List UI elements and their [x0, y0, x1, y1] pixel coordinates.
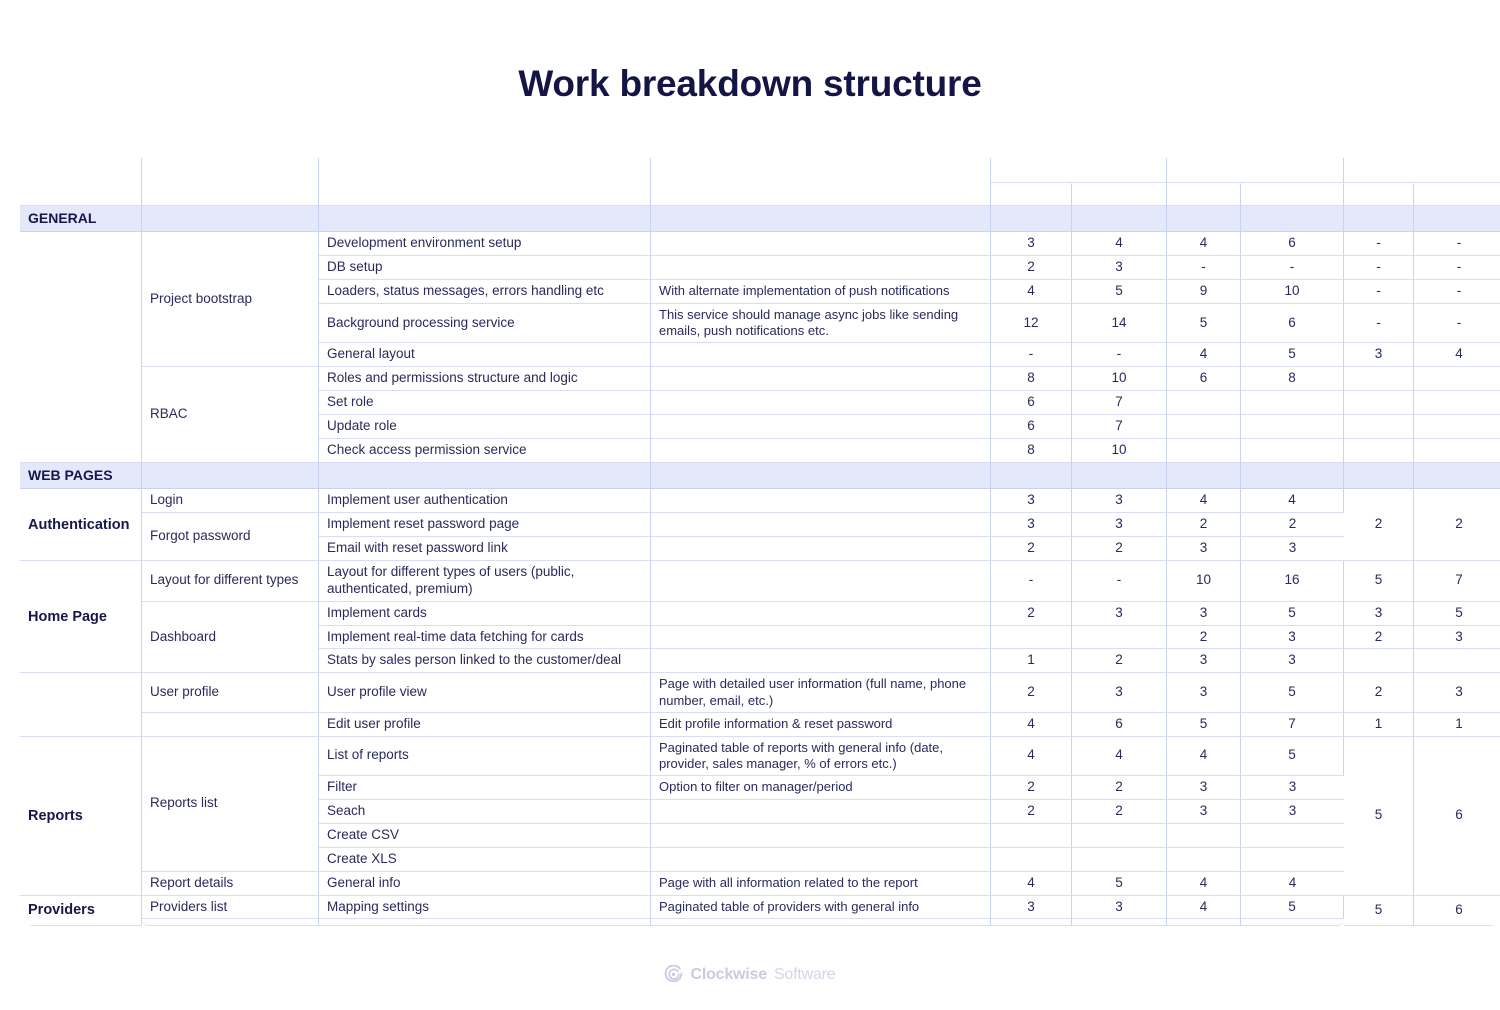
- table-row[interactable]: [20, 367, 1500, 391]
- clockwise-swirl-icon: [664, 965, 683, 984]
- frontend-realistic-cell: 3: [1167, 776, 1241, 800]
- section-cell: Home Page: [20, 561, 142, 673]
- section-band-filler: [1167, 463, 1241, 490]
- col-header-section: Section: [20, 158, 142, 206]
- task-cell: General info: [319, 872, 651, 896]
- comment-cell: [651, 919, 991, 926]
- col-header-frontend-realistic: Realistic h: [1167, 183, 1241, 206]
- frontend-realistic-cell: [1167, 391, 1241, 415]
- task-cell: Seach: [319, 800, 651, 824]
- frontend-realistic-cell: -: [1167, 256, 1241, 280]
- backend-realistic-cell: 1: [991, 649, 1072, 673]
- task-cell: Layout for different types of users (public, authenticated, premium): [319, 561, 651, 602]
- task-cell: Implement user authentication: [319, 489, 651, 513]
- frontend-realistic-cell: 4: [1167, 343, 1241, 367]
- section-band-label: WEB PAGES: [20, 463, 142, 490]
- comment-cell: Page with all information related to the report: [651, 872, 991, 896]
- frontend-realistic-cell: 3: [1167, 537, 1241, 561]
- frontend-realistic-cell: 3: [1167, 649, 1241, 673]
- backend-pessimistic-cell: 14: [1072, 304, 1167, 344]
- uiux-realistic-cell: -: [1344, 280, 1414, 304]
- backend-pessimistic-cell: -: [1072, 343, 1167, 367]
- frontend-pessimistic-cell: [1241, 439, 1344, 463]
- frontend-realistic-cell: [1167, 824, 1241, 848]
- task-cell: Update role: [319, 415, 651, 439]
- comment-cell: [651, 848, 991, 872]
- task-cell: Edit user profile: [319, 713, 651, 737]
- uiux-pessimistic-cell: 6: [1414, 896, 1500, 927]
- table-row[interactable]: [20, 489, 1500, 513]
- feature-cell: Layout for different types: [142, 561, 319, 602]
- frontend-pessimistic-cell: 6: [1241, 304, 1344, 344]
- backend-pessimistic-cell: 3: [1072, 896, 1167, 920]
- backend-realistic-cell: 3: [991, 513, 1072, 537]
- backend-pessimistic-cell: 7: [1072, 391, 1167, 415]
- backend-pessimistic-cell: 3: [1072, 513, 1167, 537]
- backend-pessimistic-cell: 2: [1072, 800, 1167, 824]
- uiux-pessimistic-cell: -: [1414, 280, 1500, 304]
- comment-cell: Option to filter on manager/period: [651, 776, 991, 800]
- col-header-backend-pessimistic: Pessimistic h: [1072, 183, 1167, 206]
- section-cell: Providers: [20, 896, 142, 927]
- backend-realistic-cell: 4: [991, 280, 1072, 304]
- frontend-pessimistic-cell: [1241, 848, 1344, 872]
- section-band-filler: [1241, 463, 1344, 490]
- section-band-filler: [1072, 206, 1167, 233]
- backend-realistic-cell: [991, 919, 1072, 926]
- task-cell: Background processing service: [319, 304, 651, 344]
- task-cell: Loaders, status messages, errors handling etc: [319, 280, 651, 304]
- backend-realistic-cell: 3: [991, 896, 1072, 920]
- frontend-realistic-cell: 10: [1167, 561, 1241, 602]
- frontend-pessimistic-cell: 3: [1241, 537, 1344, 561]
- feature-cell: Login: [142, 489, 319, 513]
- backend-realistic-cell: 4: [991, 737, 1072, 777]
- section-band-row: [20, 463, 1500, 490]
- backend-realistic-cell: [991, 848, 1072, 872]
- comment-cell: [651, 232, 991, 256]
- uiux-pessimistic-cell: 1: [1414, 713, 1500, 737]
- backend-pessimistic-cell: [1072, 626, 1167, 650]
- backend-pessimistic-cell: 3: [1072, 489, 1167, 513]
- frontend-realistic-cell: 4: [1167, 737, 1241, 777]
- frontend-pessimistic-cell: 2: [1241, 513, 1344, 537]
- uiux-realistic-cell: 2: [1344, 673, 1414, 713]
- uiux-pessimistic-cell: [1414, 439, 1500, 463]
- frontend-pessimistic-cell: 5: [1241, 343, 1344, 367]
- comment-cell: Edit profile information & reset password: [651, 713, 991, 737]
- uiux-realistic-cell: 2: [1344, 489, 1414, 561]
- section-band-filler: [319, 206, 651, 233]
- col-header-task: Task: [319, 158, 651, 206]
- task-cell: Stats by sales person linked to the customer/deal: [319, 649, 651, 673]
- table-row[interactable]: [20, 919, 1500, 926]
- backend-realistic-cell: [991, 824, 1072, 848]
- uiux-realistic-cell: -: [1344, 232, 1414, 256]
- uiux-pessimistic-cell: 3: [1414, 673, 1500, 713]
- col-header-feature: Feature: [142, 158, 319, 206]
- col-group-backend: Backend: [991, 158, 1167, 183]
- feature-cell: [142, 713, 319, 737]
- backend-pessimistic-cell: 10: [1072, 439, 1167, 463]
- feature-cell: Project bootstrap: [142, 232, 319, 367]
- comment-cell: [651, 824, 991, 848]
- header-row-main: [20, 158, 1500, 183]
- section-band-filler: [1241, 206, 1344, 233]
- backend-realistic-cell: 2: [991, 673, 1072, 713]
- uiux-pessimistic-cell: 2: [1414, 489, 1500, 561]
- section-band-filler: [651, 463, 991, 490]
- section-cell: Authentication: [20, 489, 142, 561]
- section-band-filler: [1072, 463, 1167, 490]
- comment-cell: [651, 489, 991, 513]
- backend-realistic-cell: 4: [991, 713, 1072, 737]
- table-row[interactable]: [20, 673, 1500, 713]
- table-row[interactable]: [20, 713, 1500, 737]
- frontend-realistic-cell: 4: [1167, 872, 1241, 896]
- frontend-realistic-cell: 2: [1167, 513, 1241, 537]
- uiux-realistic-cell: [1344, 649, 1414, 673]
- table-row[interactable]: [20, 232, 1500, 256]
- page-title: Work breakdown structure: [518, 63, 982, 104]
- backend-realistic-cell: 3: [991, 489, 1072, 513]
- backend-pessimistic-cell: 10: [1072, 367, 1167, 391]
- uiux-pessimistic-cell: [1414, 367, 1500, 391]
- uiux-pessimistic-cell: 5: [1414, 602, 1500, 626]
- task-cell: General layout: [319, 343, 651, 367]
- col-header-uiux-pessimistic: Pessimistic h: [1414, 183, 1500, 206]
- frontend-realistic-cell: 9: [1167, 280, 1241, 304]
- comment-cell: [651, 626, 991, 650]
- frontend-pessimistic-cell: 4: [1241, 872, 1344, 896]
- comment-cell: [651, 513, 991, 537]
- comment-cell: Paginated table of reports with general info (date, provider, sales manager, % of errors etc.): [651, 737, 991, 777]
- section-cell: [20, 673, 142, 736]
- backend-pessimistic-cell: [1072, 848, 1167, 872]
- footer-branding: [0, 965, 1500, 984]
- frontend-pessimistic-cell: -: [1241, 256, 1344, 280]
- section-band-row: [20, 206, 1500, 233]
- backend-pessimistic-cell: 2: [1072, 776, 1167, 800]
- frontend-realistic-cell: [1167, 848, 1241, 872]
- frontend-pessimistic-cell: 5: [1241, 896, 1344, 920]
- task-cell: User profile view: [319, 673, 651, 713]
- frontend-pessimistic-cell: 6: [1241, 232, 1344, 256]
- uiux-pessimistic-cell: -: [1414, 232, 1500, 256]
- feature-cell: [142, 919, 319, 926]
- backend-realistic-cell: 2: [991, 256, 1072, 280]
- table-row[interactable]: [20, 561, 1500, 602]
- task-cell: Implement reset password page: [319, 513, 651, 537]
- uiux-realistic-cell: 3: [1344, 343, 1414, 367]
- backend-realistic-cell: 12: [991, 304, 1072, 344]
- backend-realistic-cell: 6: [991, 415, 1072, 439]
- section-band-label: GENERAL: [20, 206, 142, 233]
- uiux-pessimistic-cell: -: [1414, 256, 1500, 280]
- frontend-pessimistic-cell: 7: [1241, 713, 1344, 737]
- uiux-realistic-cell: -: [1344, 256, 1414, 280]
- frontend-pessimistic-cell: 5: [1241, 673, 1344, 713]
- section-cell: [20, 232, 142, 463]
- comment-cell: [651, 415, 991, 439]
- comment-cell: [651, 343, 991, 367]
- backend-pessimistic-cell: [1072, 824, 1167, 848]
- uiux-pessimistic-cell: 6: [1414, 737, 1500, 896]
- task-cell: Email with reset password link: [319, 537, 651, 561]
- table-row[interactable]: [20, 513, 1500, 537]
- backend-realistic-cell: 4: [991, 872, 1072, 896]
- section-band-filler: [1414, 206, 1500, 233]
- uiux-realistic-cell: 3: [1344, 602, 1414, 626]
- task-cell: Check access permission service: [319, 439, 651, 463]
- feature-cell: Providers list: [142, 896, 319, 920]
- table-row[interactable]: [20, 602, 1500, 626]
- col-header-uiux-realistic: Realistic h: [1344, 183, 1414, 206]
- section-band-filler: [1344, 463, 1414, 490]
- feature-cell: Forgot password: [142, 513, 319, 561]
- comment-cell: [651, 602, 991, 626]
- backend-pessimistic-cell: 2: [1072, 537, 1167, 561]
- backend-realistic-cell: 2: [991, 602, 1072, 626]
- backend-pessimistic-cell: 4: [1072, 737, 1167, 777]
- uiux-realistic-cell: 5: [1344, 896, 1414, 927]
- backend-realistic-cell: 2: [991, 776, 1072, 800]
- frontend-pessimistic-cell: 10: [1241, 280, 1344, 304]
- task-cell: Create CSV: [319, 824, 651, 848]
- work-breakdown-table: [20, 158, 1500, 926]
- table-row[interactable]: [20, 872, 1500, 896]
- frontend-pessimistic-cell: 3: [1241, 776, 1344, 800]
- comment-cell: Paginated table of providers with general info: [651, 896, 991, 920]
- section-band-filler: [651, 206, 991, 233]
- frontend-realistic-cell: [1167, 439, 1241, 463]
- uiux-realistic-cell: -: [1344, 304, 1414, 344]
- frontend-realistic-cell: 3: [1167, 800, 1241, 824]
- frontend-pessimistic-cell: [1241, 415, 1344, 439]
- backend-pessimistic-cell: -: [1072, 561, 1167, 602]
- backend-pessimistic-cell: 2: [1072, 649, 1167, 673]
- frontend-pessimistic-cell: [1241, 824, 1344, 848]
- backend-pessimistic-cell: 5: [1072, 872, 1167, 896]
- frontend-realistic-cell: 4: [1167, 232, 1241, 256]
- uiux-realistic-cell: [1344, 391, 1414, 415]
- table-row[interactable]: [20, 896, 1500, 920]
- frontend-realistic-cell: 6: [1167, 367, 1241, 391]
- comment-cell: This service should manage async jobs like sending emails, push notifications etc.: [651, 304, 991, 344]
- frontend-pessimistic-cell: [1241, 919, 1344, 926]
- task-cell: Create XLS: [319, 848, 651, 872]
- uiux-pessimistic-cell: [1414, 649, 1500, 673]
- comment-cell: With alternate implementation of push notifications: [651, 280, 991, 304]
- frontend-realistic-cell: 4: [1167, 896, 1241, 920]
- backend-realistic-cell: 8: [991, 439, 1072, 463]
- uiux-pessimistic-cell: [1414, 415, 1500, 439]
- frontend-pessimistic-cell: 3: [1241, 649, 1344, 673]
- col-group-frontend: Frontend: [1167, 158, 1344, 183]
- task-cell: Development environment setup: [319, 232, 651, 256]
- wbs-table-container: [20, 158, 1495, 926]
- frontend-pessimistic-cell: 8: [1241, 367, 1344, 391]
- task-cell: Set role: [319, 391, 651, 415]
- frontend-pessimistic-cell: 3: [1241, 626, 1344, 650]
- frontend-realistic-cell: 2: [1167, 626, 1241, 650]
- frontend-pessimistic-cell: [1241, 391, 1344, 415]
- task-cell: Filter: [319, 776, 651, 800]
- feature-cell: Dashboard: [142, 602, 319, 674]
- table-body: [20, 206, 1500, 927]
- section-cell: Reports: [20, 737, 142, 896]
- uiux-realistic-cell: 2: [1344, 626, 1414, 650]
- table-header: [20, 158, 1500, 206]
- feature-cell: User profile: [142, 673, 319, 713]
- backend-pessimistic-cell: 5: [1072, 280, 1167, 304]
- uiux-pessimistic-cell: 7: [1414, 561, 1500, 602]
- brand-suffix: Software: [773, 965, 836, 983]
- section-band-filler: [991, 206, 1072, 233]
- frontend-realistic-cell: 3: [1167, 673, 1241, 713]
- uiux-pessimistic-cell: -: [1414, 304, 1500, 344]
- task-cell: Implement real-time data fetching for cards: [319, 626, 651, 650]
- comment-cell: [651, 537, 991, 561]
- uiux-realistic-cell: 5: [1344, 561, 1414, 602]
- uiux-pessimistic-cell: 4: [1414, 343, 1500, 367]
- frontend-pessimistic-cell: 4: [1241, 489, 1344, 513]
- backend-realistic-cell: 8: [991, 367, 1072, 391]
- frontend-realistic-cell: 4: [1167, 489, 1241, 513]
- col-header-backend-realistic: Realistic h: [991, 183, 1072, 206]
- comment-cell: Page with detailed user information (full name, phone number, email, etc.): [651, 673, 991, 713]
- backend-realistic-cell: -: [991, 343, 1072, 367]
- comment-cell: [651, 256, 991, 280]
- task-cell: Implement cards: [319, 602, 651, 626]
- frontend-pessimistic-cell: 5: [1241, 737, 1344, 777]
- uiux-realistic-cell: [1344, 415, 1414, 439]
- uiux-pessimistic-cell: [1414, 391, 1500, 415]
- backend-realistic-cell: 6: [991, 391, 1072, 415]
- task-cell: Roles and permissions structure and logic: [319, 367, 651, 391]
- section-band-filler: [142, 206, 319, 233]
- backend-pessimistic-cell: 3: [1072, 602, 1167, 626]
- task-cell: Mapping settings: [319, 896, 651, 920]
- frontend-realistic-cell: 5: [1167, 304, 1241, 344]
- section-band-filler: [1344, 206, 1414, 233]
- feature-cell: RBAC: [142, 367, 319, 463]
- backend-pessimistic-cell: 4: [1072, 232, 1167, 256]
- uiux-realistic-cell: 1: [1344, 713, 1414, 737]
- col-group-uiux: UI/UX Design: [1344, 158, 1500, 183]
- task-cell: [319, 919, 651, 926]
- col-header-comments: Comments: [651, 158, 991, 206]
- backend-pessimistic-cell: 6: [1072, 713, 1167, 737]
- uiux-realistic-cell: 5: [1344, 737, 1414, 896]
- uiux-realistic-cell: [1344, 367, 1414, 391]
- frontend-pessimistic-cell: 3: [1241, 800, 1344, 824]
- comment-cell: [651, 800, 991, 824]
- feature-cell: Report details: [142, 872, 319, 896]
- frontend-realistic-cell: 3: [1167, 602, 1241, 626]
- frontend-realistic-cell: [1167, 415, 1241, 439]
- backend-pessimistic-cell: 3: [1072, 256, 1167, 280]
- comment-cell: [651, 561, 991, 602]
- backend-realistic-cell: 2: [991, 800, 1072, 824]
- comment-cell: [651, 391, 991, 415]
- uiux-pessimistic-cell: 3: [1414, 626, 1500, 650]
- comment-cell: [651, 649, 991, 673]
- feature-cell: Reports list: [142, 737, 319, 872]
- frontend-realistic-cell: [1167, 919, 1241, 926]
- frontend-realistic-cell: 5: [1167, 713, 1241, 737]
- frontend-pessimistic-cell: 16: [1241, 561, 1344, 602]
- backend-realistic-cell: 2: [991, 537, 1072, 561]
- brand-name: Clockwise: [690, 965, 767, 983]
- table-row[interactable]: [20, 737, 1500, 777]
- backend-realistic-cell: [991, 626, 1072, 650]
- backend-realistic-cell: 3: [991, 232, 1072, 256]
- section-band-filler: [1414, 463, 1500, 490]
- comment-cell: [651, 439, 991, 463]
- backend-pessimistic-cell: 3: [1072, 673, 1167, 713]
- backend-realistic-cell: -: [991, 561, 1072, 602]
- comment-cell: [651, 367, 991, 391]
- uiux-realistic-cell: [1344, 439, 1414, 463]
- col-header-frontend-pessimistic: Pessimistic h: [1241, 183, 1344, 206]
- backend-pessimistic-cell: 7: [1072, 415, 1167, 439]
- section-band-filler: [991, 463, 1072, 490]
- section-band-filler: [142, 463, 319, 490]
- section-band-filler: [1167, 206, 1241, 233]
- backend-pessimistic-cell: [1072, 919, 1167, 926]
- task-cell: DB setup: [319, 256, 651, 280]
- frontend-pessimistic-cell: 5: [1241, 602, 1344, 626]
- task-cell: List of reports: [319, 737, 651, 777]
- section-band-filler: [319, 463, 651, 490]
